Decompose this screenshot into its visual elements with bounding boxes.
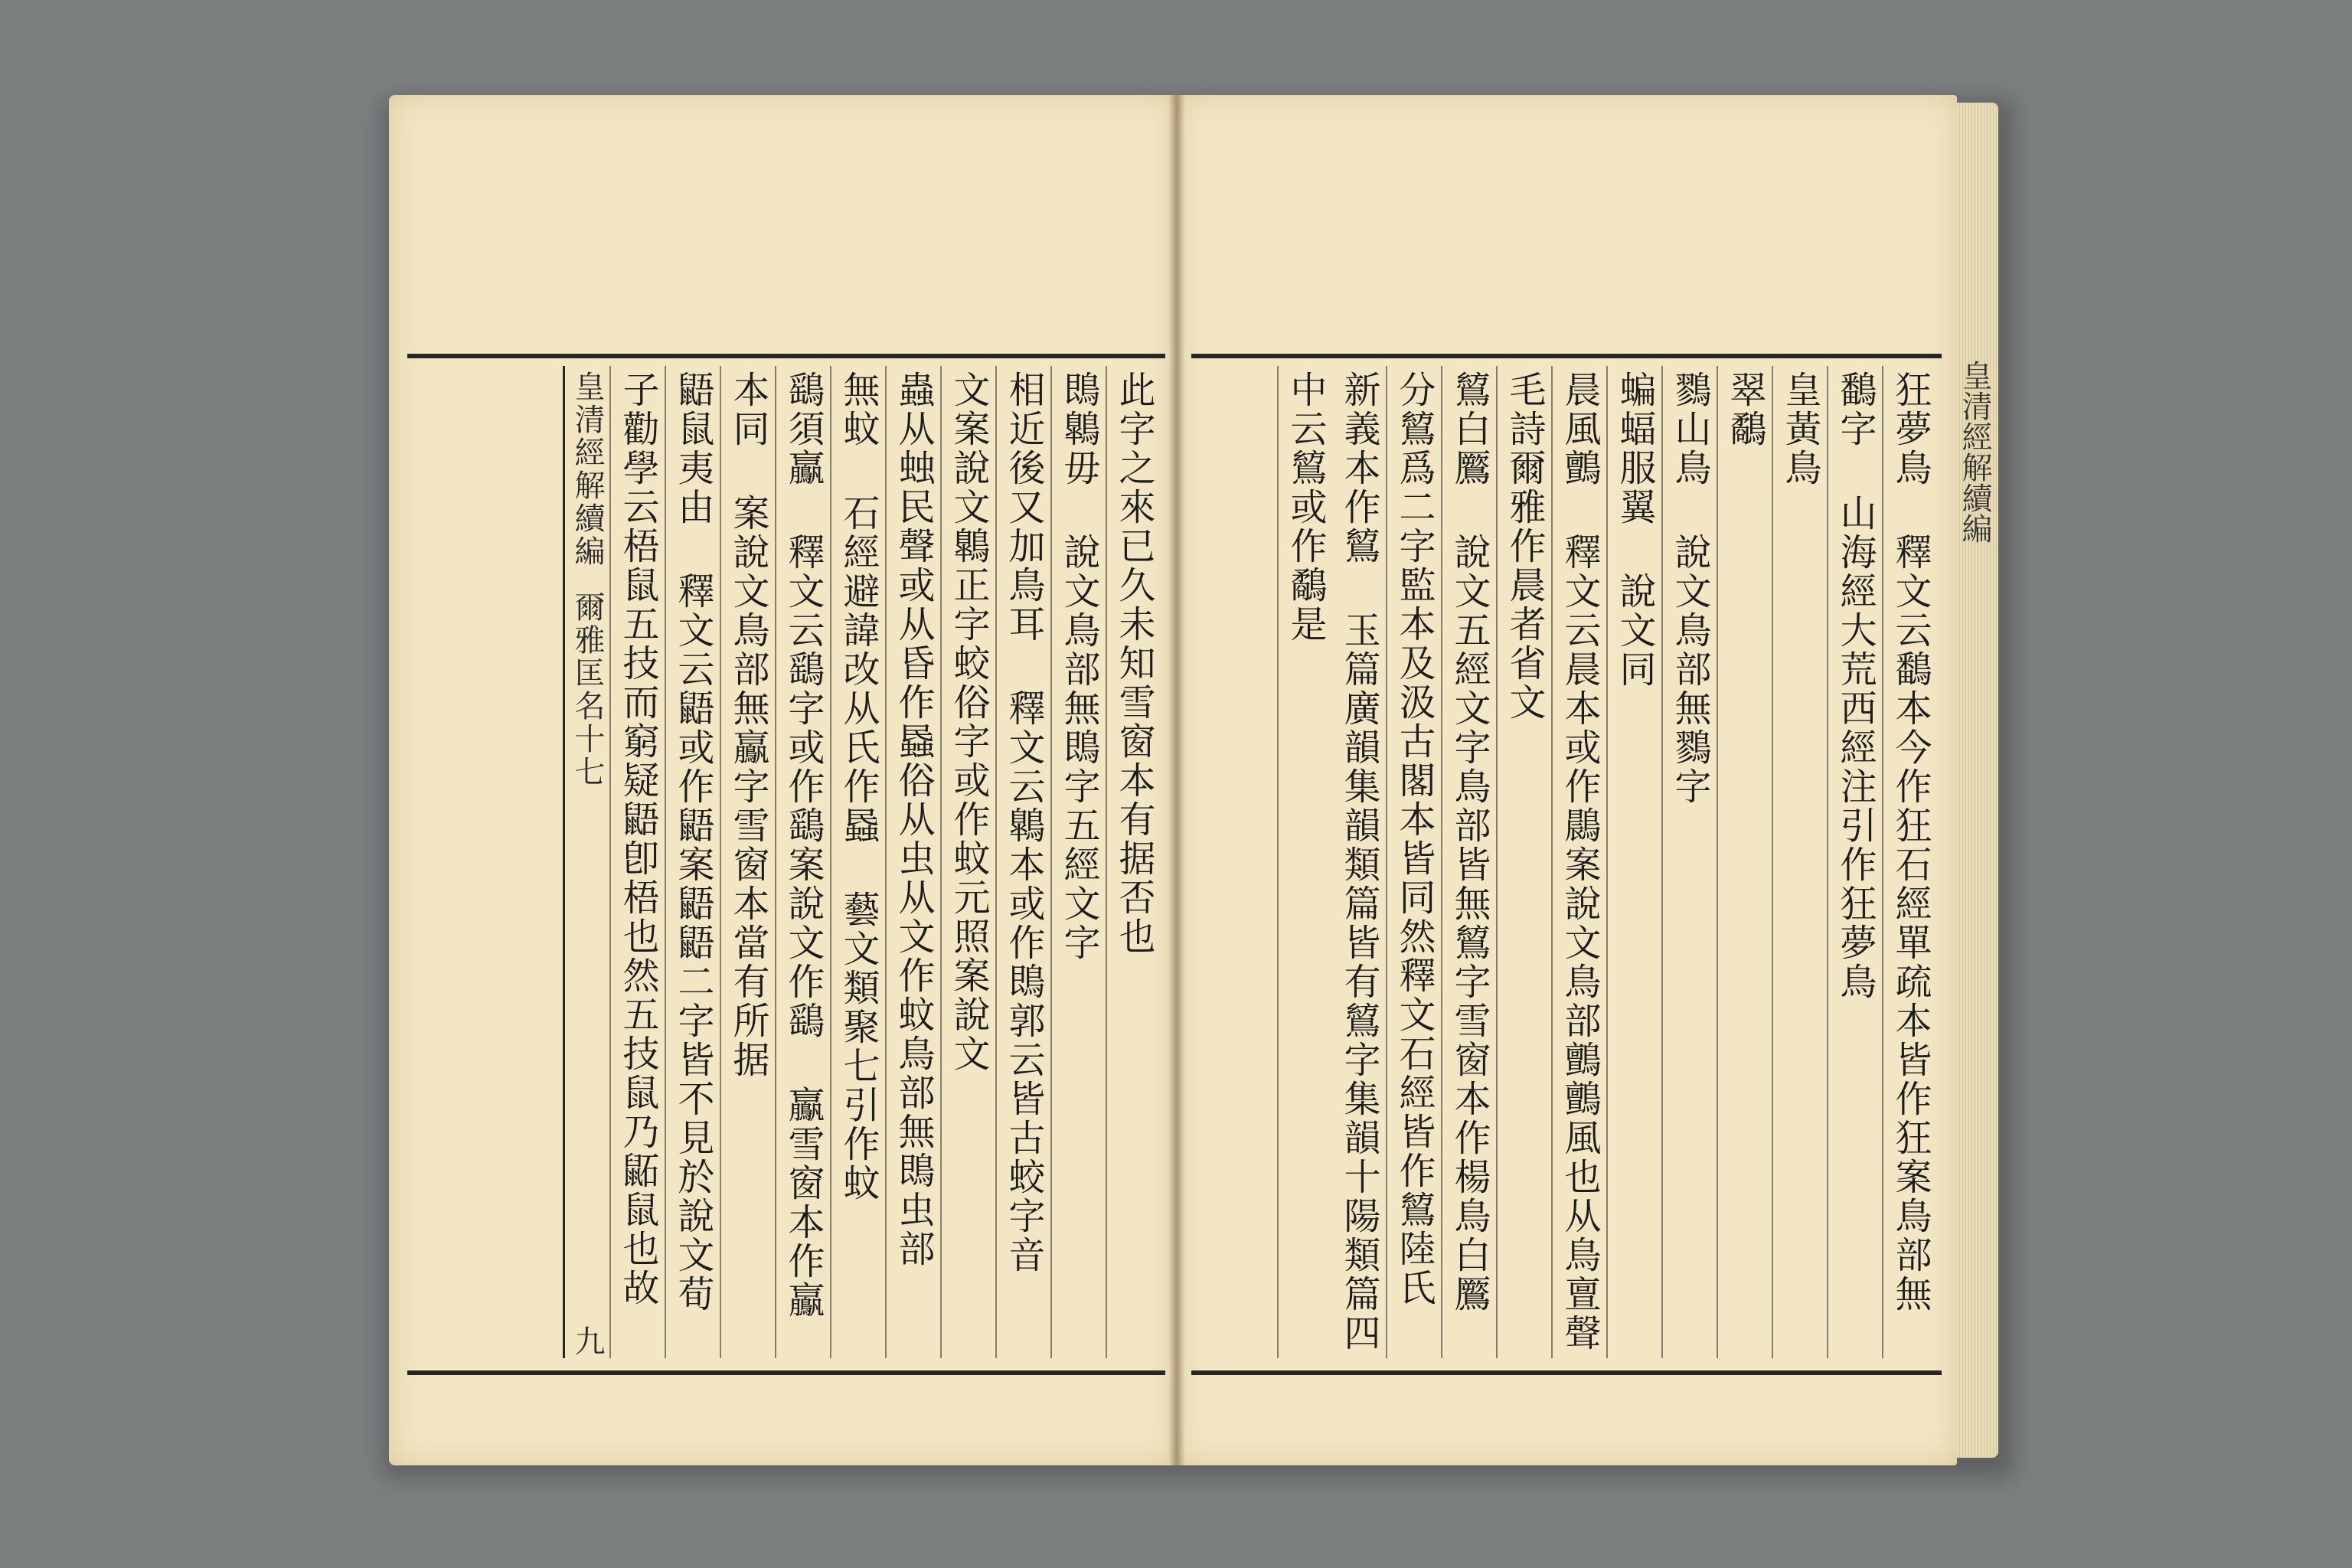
text-column: 鷚山鳥 說文鳥部無鷚字 [1661, 366, 1717, 1358]
text-column: 鵖鷱毋 說文鳥部無鵖字五經文字 [1050, 366, 1106, 1358]
text-column: 鼯鼠夷由 釋文云鼯或作鼯案鼯鼯二字皆不見於說文荀 [665, 366, 720, 1358]
text-column: 狂夢鳥 釋文云鷭本今作狂石經單疏本皆作狂案鳥部無 [1882, 366, 1937, 1358]
text-column: 蝙蝠服翼 說文同 [1606, 366, 1661, 1358]
text-column: 鷂須鸁 釋文云鷂字或作鷂案說文作鷂 鸁雪窗本作鸁 [775, 366, 830, 1358]
text-column: 相近後又加鳥耳 釋文云鷱本或作鵖郭云皆古蛟字音 [995, 366, 1050, 1358]
left-page-text [420, 366, 1161, 1358]
text-column: 皇黃鳥 [1772, 366, 1827, 1358]
text-column: 文案說文鷱正字蛟俗字或作蚊元照案說文 [940, 366, 995, 1358]
text-column: 此字之來已久未知雪窗本有据否也 [1106, 366, 1161, 1358]
banxin-column [563, 366, 609, 1358]
text-column: 本同 案說文鳥部無鸁字雪窗本當有所据 [720, 366, 775, 1358]
text-column: 子勸學云梧鼠五技而窮疑鼯卽梧也然五技鼠乃鼫鼠也故 [609, 366, 665, 1358]
banxin-title: 皇清經解續編 [570, 371, 605, 568]
text-column: 新義本作鶭 玉篇廣韻集韻類篇皆有鶭字集韻十陽類篇四中云鶭或作鷸是 [1277, 366, 1386, 1358]
text-column: 毛詩爾雅作晨者省文 [1496, 366, 1551, 1358]
banxin-section: 爾雅匡名十七 [570, 591, 605, 789]
text-column: 鶭白鷢 說文五經文字鳥部皆無鶭字雪窗本作楊鳥白鷢 [1441, 366, 1496, 1358]
right-banxin-title: 皇清經解續編 [1957, 360, 1992, 544]
folio-number: 九 [570, 1325, 605, 1358]
text-column: 鷭字 山海經大荒西經注引作狂夢鳥 [1827, 366, 1882, 1358]
text-column: 翠鷸 [1717, 366, 1772, 1358]
text-column: 分鶭爲二字監本及汲古閣本皆同然釋文石經皆作鶭陸氏 [1386, 366, 1441, 1358]
text-column: 無蚊 石經避諱改从氏作蟁 藝文類聚七引作蚊 [830, 366, 885, 1358]
book-gutter [1168, 95, 1185, 1465]
text-column: 蟲从䖵民聲或从昏作蟁俗从虫从文作蚊鳥部無鵖虫部 [885, 366, 940, 1358]
right-page-text [1194, 366, 1937, 1358]
text-column: 晨風鸇 釋文云晨本或作鷐案說文鳥部鸇鸇風也从鳥亶聲 [1551, 366, 1606, 1358]
